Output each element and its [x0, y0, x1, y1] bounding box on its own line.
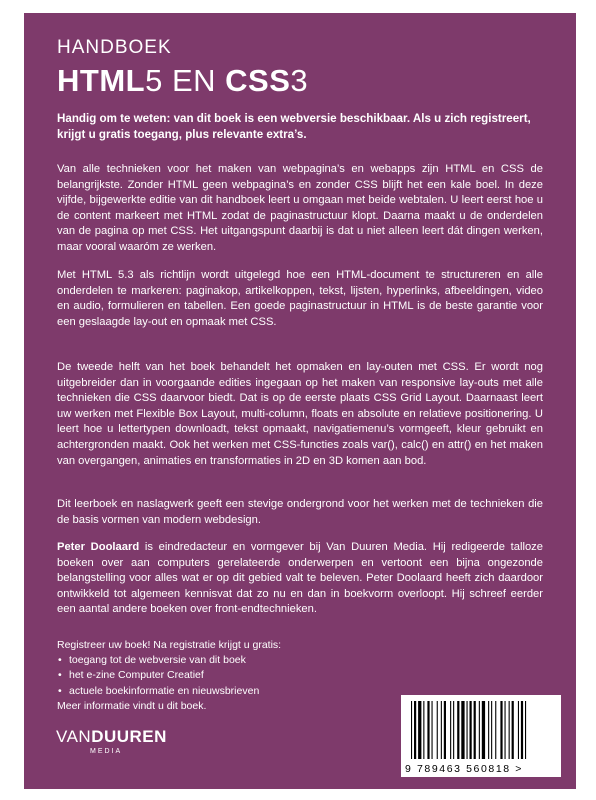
author-name: Peter Doolaard: [57, 541, 140, 553]
description-paragraph-1: Van alle technieken voor het maken van webpagina’s en webapps zijn HTML en CSS de belangrijkste. Zonder HTML geen webpagina’s en zonder CSS blijft het een kale boel. In deze vijfde, bijgewerkte editie van dit handboek leert u omgaan met beide webtalen. U leert eerst hoe u de content markeert met HTML zodat de paginastructuur klopt. Daarna maakt u de onderdelen van de pagina op met CSS. Het uitgangspunt daarbij is dat u niet alleen leert dát dingen werken, maar vooral waaróm ze werken.: [57, 163, 543, 253]
description-paragraph-3: De tweede helft van het boek behandelt het opmaken en lay-outen met CSS. Er wordt nog uitgebreider dan in voorgaande edities ingegaan op het maken van responsive lay-outs met alle technieken die CSS daarvoor biedt. Dat is op de eerste plaats CSS Grid Layout. Daarnaast leert uw werken met Flexible Box Layout, multi-column, floats en absolute en relatieve positionering. U leert hoe u lettertypen downloadt, tekst opmaakt, navigatiemenu’s vormgeeft, kleur gebruikt en achtergronden maakt. Ook het werken met CSS-functies zoals var(), calc() en attr() en het maken van overgangen, animaties en transformaties in 2D en 3D komen aan bod.: [57, 361, 543, 467]
book-title: [57, 63, 308, 99]
bullet-icon: •: [58, 654, 62, 667]
isbn-number: 9 789463 560818 >: [405, 763, 523, 775]
author-bio: [57, 540, 543, 618]
description-paragraph-2: Met HTML 5.3 als richtlijn wordt uitgelegd hoe een HTML-document te structureren en alle onderdelen te markeren: paginakop, artikelkoppen, tekst, lijsten, hyperlinks, afbeeldingen, video en audio, formulieren en tabellen. Een goede paginastructuur in HTML is de beste garantie voor een geslaagde lay-out en opmaak met CSS.: [57, 269, 543, 328]
bullet-icon: •: [58, 669, 62, 682]
list-item: • actuele boekinformatie en nieuwsbrieven: [57, 684, 357, 699]
book-back-cover: [24, 13, 576, 789]
publisher-logo: VANDUUREN MEDIA: [56, 727, 167, 755]
registration-block: [57, 638, 357, 714]
title-five-en: 5 EN: [145, 63, 226, 98]
registration-heading: Registreer uw boek! Na registratie krijgt u gratis:: [57, 639, 282, 651]
registration-list: [57, 653, 357, 699]
author-bio-text: is eindredacteur en vormgever bij Van Duuren Media. Hij redigeerde talloze boeken over aan computers gerelateerde onderwerpen en vertoont een bijna ongezonde belangstelling voor alles wat er op dit gebied valt te beleven. Peter Doolaard heeft zich daardoor ontwikkeld tot algemeen kennisvat dat zo nu en dan in boekvorm overloopt. Hij schreef eerder een aantal andere boeken over front-endtechnieken.: [57, 541, 543, 616]
registration-footer: Meer informatie vindt u dit boek.: [57, 699, 207, 712]
list-item: • het e-zine Computer Creatief: [57, 668, 357, 683]
list-item: • toegang tot de webversie van dit boek: [57, 653, 357, 668]
barcode-icon: [409, 701, 553, 761]
title-html: HTML: [57, 63, 146, 98]
bullet-icon: •: [58, 684, 62, 697]
intro-text: Handig om te weten: van dit boek is een webversie beschikbaar. Als u zich registreert, krijgt u gratis toegang, plus relevante extra’s.: [57, 112, 531, 141]
title-three: 3: [290, 63, 309, 98]
series-label: HANDBOEK: [57, 37, 172, 58]
description-paragraph-4: Dit leerboek en naslagwerk geeft een stevige ondergrond voor het werken met de technieken die de basis vormen van modern webdesign.: [57, 498, 543, 526]
title-css: CSS: [225, 63, 291, 98]
barcode-panel: [401, 695, 561, 777]
